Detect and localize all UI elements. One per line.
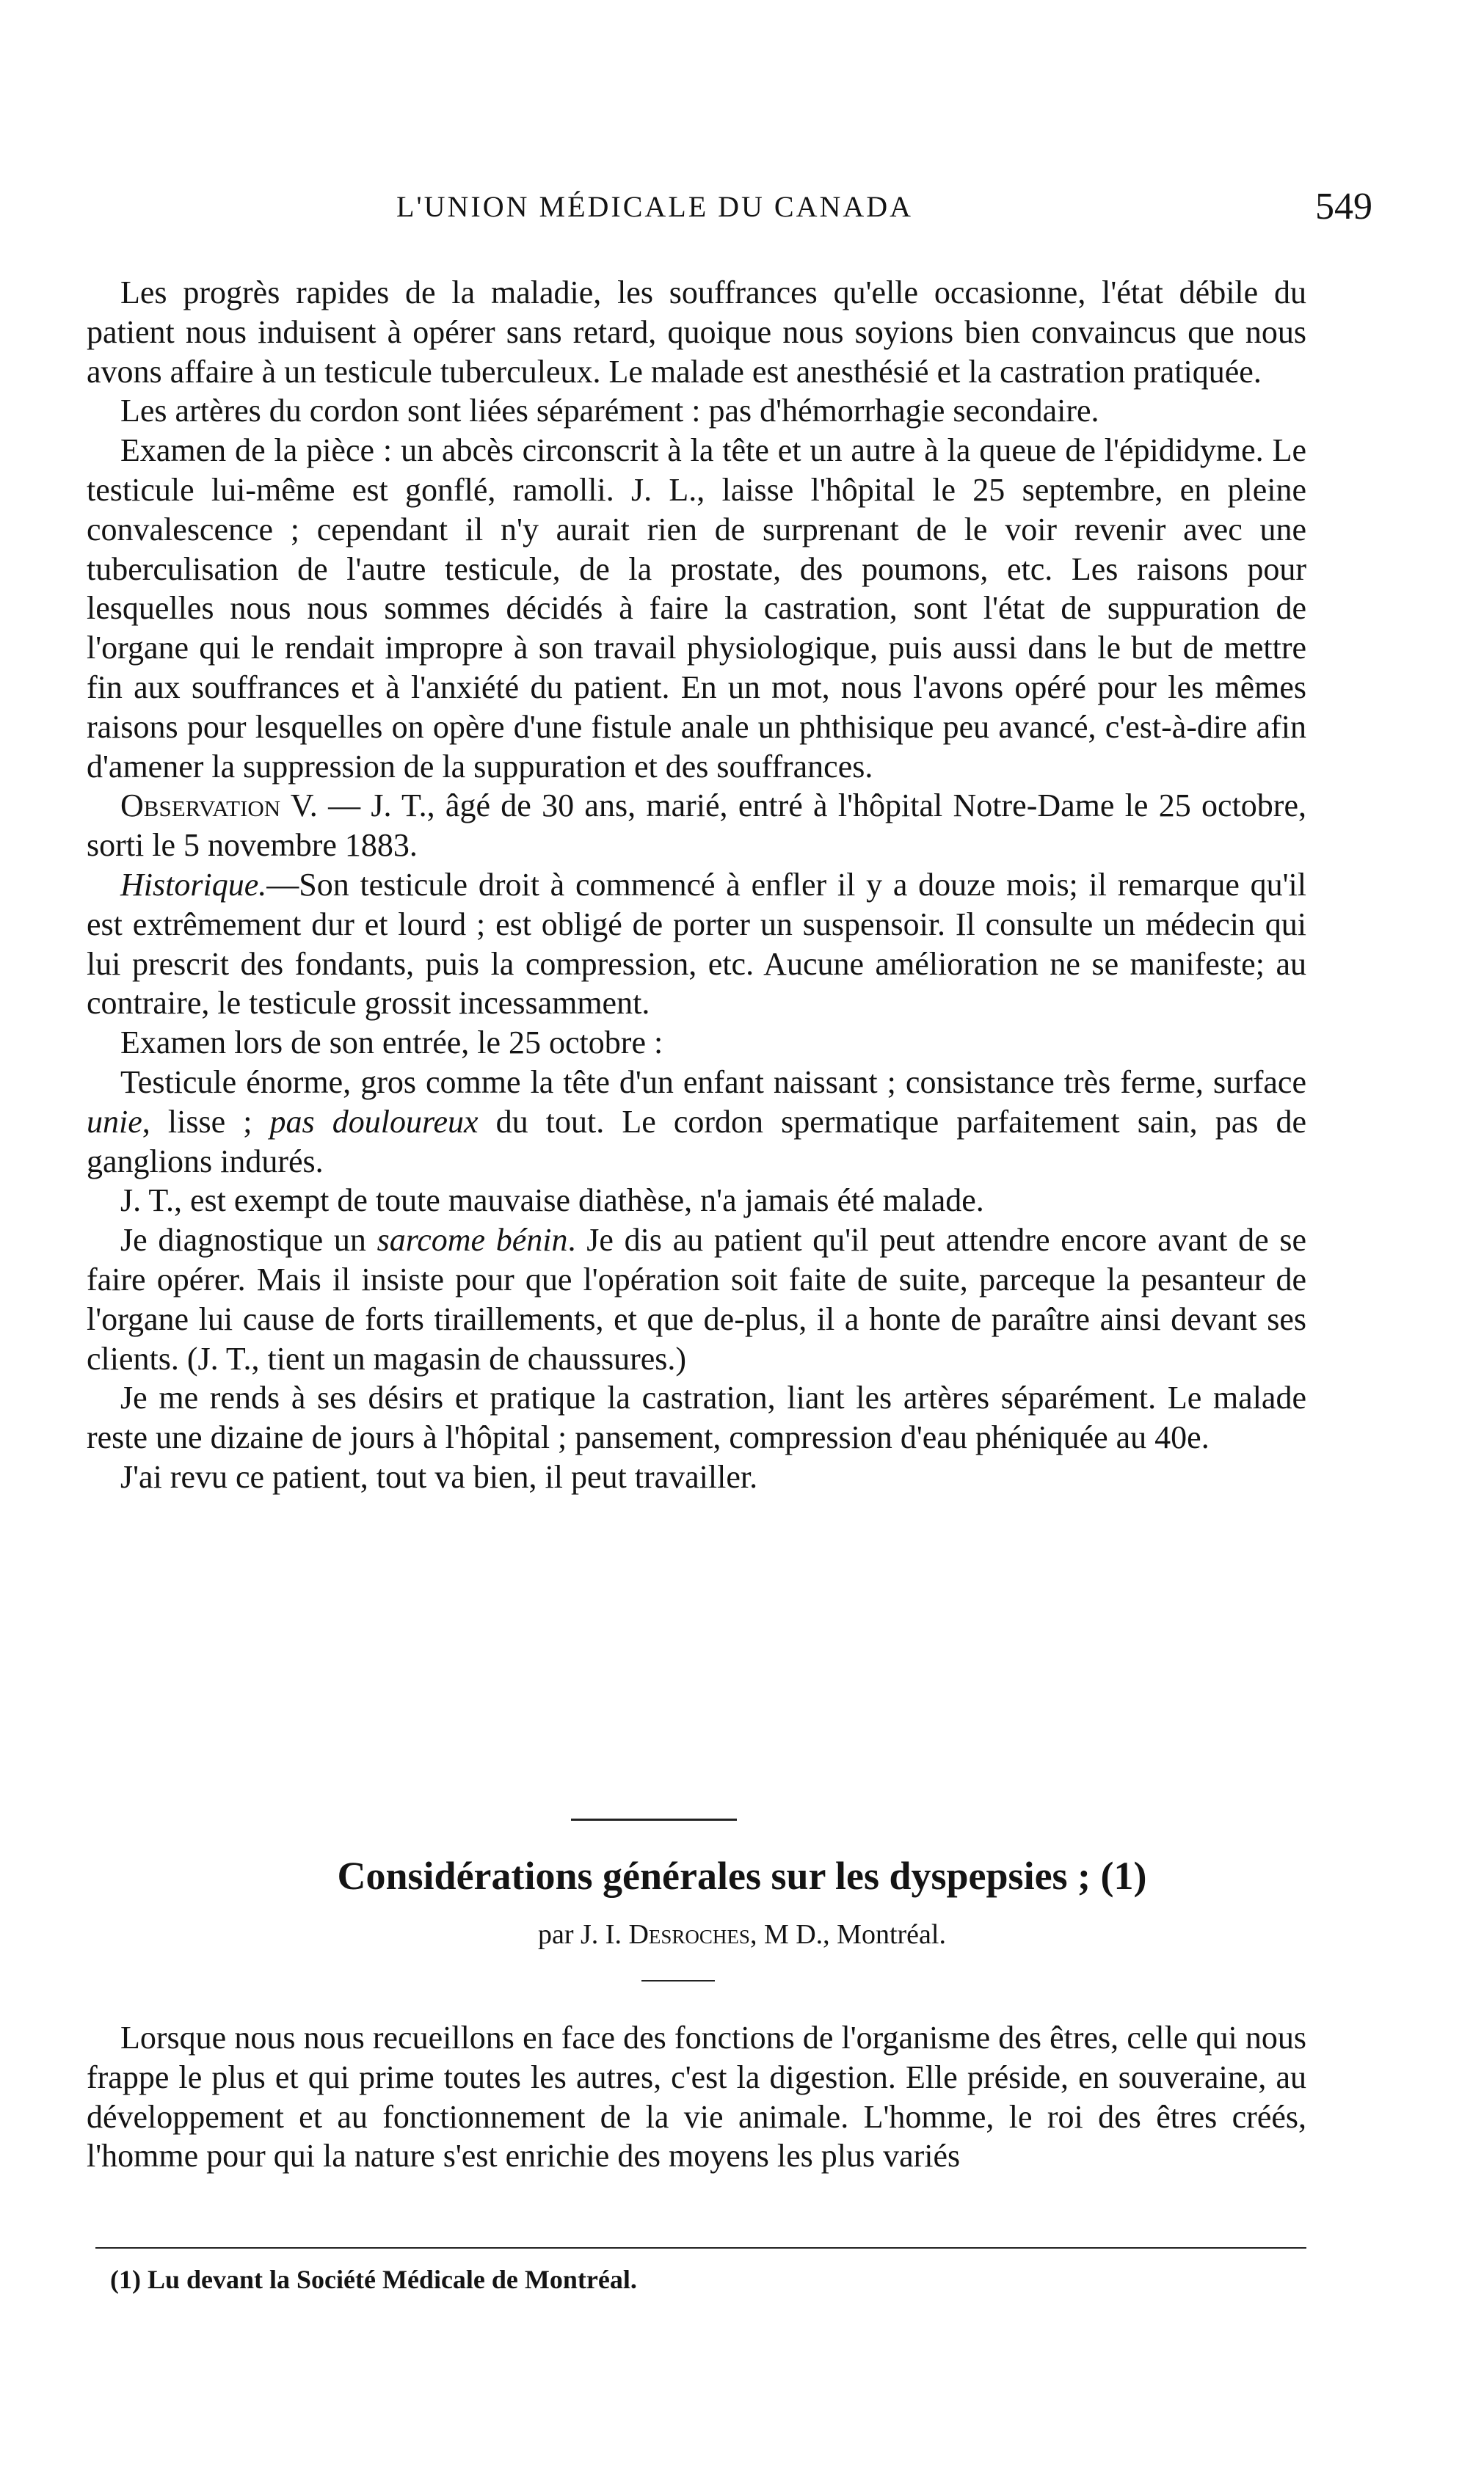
paragraph-progress: Les progrès rapides de la maladie, les souffrances qu'elle occasionne, l'état débile du patient nous induisent à opérer sans retard, quoique nous soyions bien convaincus que nous avons affaire à un testicule tuberculeux. Le malade est anesthésié et la castration pratiquée. [87,274,1306,390]
paragraph-diathese: J. T., est exempt de toute mauvaise diathèse, n'a jamais été malade. [120,1182,984,1219]
footnote-rule [95,2247,1306,2249]
paragraph-diagnostic [87,1220,1306,1378]
article-title: Considérations générales sur les dyspepsies ; (1) [337,1854,1147,1898]
testicule-italic-unie: unie [87,1103,142,1140]
paragraph-revu: J'ai revu ce patient, tout va bien, il peut travailler. [120,1458,758,1495]
historique-label: Historique. [120,866,267,903]
title-underline [641,1980,715,1981]
historique-text: —Son testicule droit à commencé à enfler il y a douze mois; il remarque qu'il est extrêmement dur et lourd ; est obligé de porter un suspensoir. Il consulte un médecin qui lui prescrit des fondants, puis la compression, etc. Aucune amélioration ne se manifeste; au contraire, le testicule grossit incessamment. [87,866,1306,1022]
author-name: Desroches [628,1919,750,1950]
observation-text: — J. T., âgé de 30 ans, marié, entré à l'hôpital Notre-Dame le 25 octobre, sorti le 5 novembre 1883. [87,787,1306,864]
byline-prefix: par J. I. [538,1919,629,1950]
observation-label: Observation V. [120,787,318,824]
article-paragraph: Lorsque nous nous recueillons en face des fonctions de l'organisme des êtres, celle qui nous frappe le plus et qui prime toutes les autres, c'est la digestion. Elle préside, en souveraine, au développement et au fonctionnement de la vie animale. L'homme, le roi des êtres créés, l'homme pour qui la nature s'est enrichie des moyens les plus variés [87,2020,1306,2175]
diagnostic-text-b: . Je dis au patient qu'il peut attendre encore avant de se faire opérer. Mais il insiste pour que l'opération soit faite de suite, parceque la pesanteur de l'organe lui cause de forts tiraillements, et que de-plus, il a honte de paraître ainsi devant ses clients. (J. T., tient un magasin de chaussures.) [87,1222,1306,1377]
diagnostic-italic-sarcome: sarcome bénin [377,1222,568,1259]
paragraph-examen-piece: Examen de la pièce : un abcès circonscrit à la tête et un autre à la queue de l'épididyme. Le testicule lui-même est gonflé, ramolli. J. L., laisse l'hôpital le 25 septembre, en pleine convalescence ; cependant il n'y aurait rien de surprenant de le voir revenir avec une tuberculisation de l'autre testicule, de la prostate, des poumons, etc. Les raisons pour lesquelles nous nous sommes décidés à faire la castration, sont l'état de suppuration de l'organe qui le rendait impropre à son travail physiologique, puis aussi dans le but de mettre fin aux souffrances et à l'anxiété du patient. En un mot, nous l'avons opéré pour les mêmes raisons pour lesquelles on opère d'une fistule anale un phthisique peu avancé, c'est-à-dire afin d'amener la suppression de la suppuration et des souffrances. [87,432,1306,785]
case-report-text [87,273,1306,1497]
testicule-italic-pas-douloureux: pas douloureux [269,1103,479,1140]
running-title: L'UNION MÉDICALE DU CANADA [396,190,914,223]
paragraph-observation [87,786,1306,865]
page-number: 549 [1315,186,1372,228]
paragraph-historique [87,865,1306,1023]
section-divider [571,1819,737,1821]
footnote: (1) Lu devant la Société Médicale de Montréal. [110,2265,637,2294]
diagnostic-text-a: Je diagnostique un [120,1222,377,1259]
paragraph-castration: Je me rends à ses désirs et pratique la castration, liant les artères séparément. Le malade reste une dizaine de jours à l'hôpital ; pansement, compression d'eau phéniquée au 40e. [87,1380,1306,1456]
page-header [0,186,1484,241]
byline-suffix: , M D., Montréal. [749,1919,946,1950]
article-body [87,2018,1306,2176]
article-byline [0,1918,1484,1951]
testicule-text-b: , lisse ; [142,1103,270,1140]
paragraph-testicule [87,1063,1306,1181]
paragraph-arteries: Les artères du cordon sont liées séparément : pas d'hémorrhagie secondaire. [120,393,1099,429]
testicule-text-c: du tout. Le cordon spermatique parfaitement sain, pas de ganglions indurés. [87,1103,1306,1179]
testicule-text-a: Testicule énorme, gros comme la tête d'un enfant naissant ; consistance très ferme, surface [120,1063,1306,1100]
paragraph-examen-entree: Examen lors de son entrée, le 25 octobre : [120,1025,663,1061]
